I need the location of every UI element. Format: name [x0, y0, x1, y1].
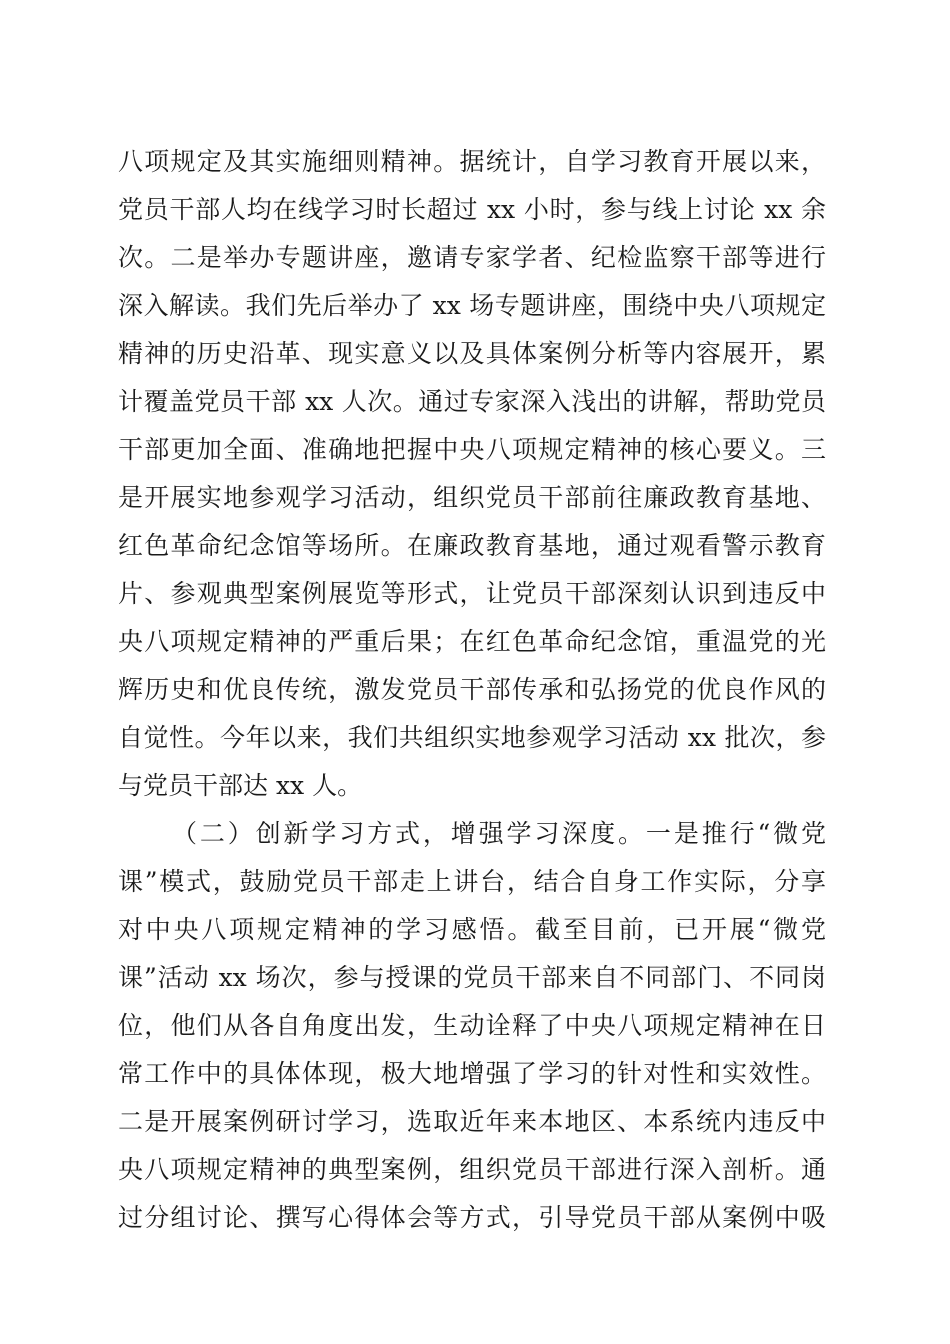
text-line: 过分组讨论、撰写心得体会等方式，引导党员干部从案例中吸 — [118, 1203, 826, 1232]
section-heading-line: （二）创新学习方式，增强学习深度。一是推行“微党 — [172, 819, 826, 848]
text-line: 干部更加全面、准确地把握中央八项规定精神的核心要义。三 — [118, 435, 826, 464]
text-line: 是开展实地参观学习活动，组织党员干部前往廉政教育基地、 — [118, 483, 826, 512]
text-line: 位，他们从各自角度出发，生动诠释了中央八项规定精神在日 — [118, 1011, 826, 1040]
text-line: 常工作中的具体体现，极大地增强了学习的针对性和实效性。 — [118, 1059, 826, 1088]
text-line: 深入解读。我们先后举办了 xx 场专题讲座，围绕中央八项规定 — [118, 291, 826, 320]
text-line: 红色革命纪念馆等场所。在廉政教育基地，通过观看警示教育 — [118, 531, 826, 560]
text-line: 央八项规定精神的典型案例，组织党员干部进行深入剖析。通 — [118, 1155, 826, 1184]
text-line: 党员干部人均在线学习时长超过 xx 小时，参与线上讨论 xx 余 — [118, 195, 826, 224]
text-line: 计覆盖党员干部 xx 人次。通过专家深入浅出的讲解，帮助党员 — [118, 387, 826, 416]
text-line: 课”活动 xx 场次，参与授课的党员干部来自不同部门、不同岗 — [118, 963, 826, 992]
text-line: 自觉性。今年以来，我们共组织实地参观学习活动 xx 批次，参 — [118, 723, 826, 752]
text-line: 央八项规定精神的严重后果；在红色革命纪念馆，重温党的光 — [118, 627, 826, 656]
text-line: 与党员干部达 xx 人。 — [118, 771, 363, 800]
text-line: 对中央八项规定精神的学习感悟。截至目前，已开展“微党 — [118, 915, 826, 944]
text-line: 辉历史和优良传统，激发党员干部传承和弘扬党的优良作风的 — [118, 675, 826, 704]
body-text — [118, 138, 826, 1242]
text-line: 八项规定及其实施细则精神。据统计，自学习教育开展以来， — [118, 147, 826, 176]
text-line: 课”模式，鼓励党员干部走上讲台，结合自身工作实际，分享 — [118, 867, 826, 896]
text-line: 次。二是举办专题讲座，邀请专家学者、纪检监察干部等进行 — [118, 243, 826, 272]
text-line: 片、参观典型案例展览等形式，让党员干部深刻认识到违反中 — [118, 579, 826, 608]
text-line: 二是开展案例研讨学习，选取近年来本地区、本系统内违反中 — [118, 1107, 826, 1136]
text-line: 精神的历史沿革、现实意义以及具体案例分析等内容展开，累 — [118, 339, 826, 368]
